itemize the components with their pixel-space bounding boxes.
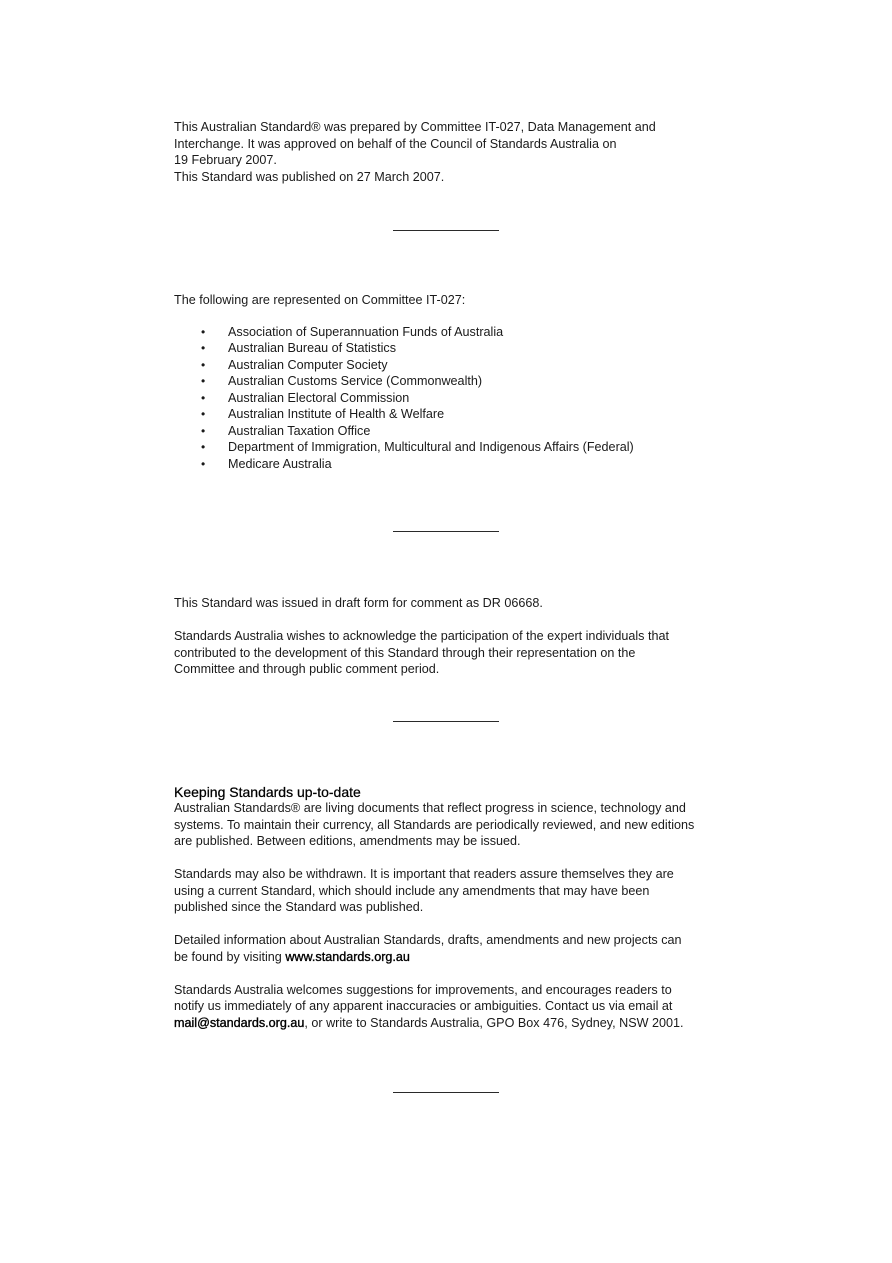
committee-member-item <box>174 340 734 357</box>
committee-member-list <box>174 324 734 473</box>
feedback-line-1: Standards Australia welcomes suggestions for improvements, and encourages readers to <box>174 982 672 997</box>
committee-member-item <box>174 423 734 440</box>
approval-line-2: Interchange. It was approved on behalf of the Council of Standards Australia on <box>174 136 617 151</box>
living-docs-line-3: are published. Between editions, amendments may be issued. <box>174 834 521 848</box>
committee-intro: The following are represented on Committee IT-027: <box>174 293 466 307</box>
living-docs-line-1: Australian Standards® are living documents that reflect progress in science, technology and <box>174 801 686 815</box>
committee-member-item <box>174 373 734 390</box>
approval-notice <box>174 119 734 185</box>
committee-section <box>174 292 734 472</box>
committee-member-name: Australian Bureau of Statistics <box>228 341 396 355</box>
acknowledgement-line-2: contributed to the development of this Standard through their representation on the <box>174 645 636 660</box>
acknowledgement-line-1: Standards Australia wishes to acknowledge the participation of the expert individuals that <box>174 629 669 643</box>
website-link[interactable]: www.standards.org.au <box>285 949 410 964</box>
section-divider-2 <box>393 531 499 532</box>
committee-member-item <box>174 324 734 341</box>
bullet-icon: • <box>201 423 206 438</box>
committee-member-name: Australian Institute of Health & Welfare <box>228 407 445 421</box>
bullet-icon: • <box>201 374 206 388</box>
committee-member-name: Association of Superannuation Funds of Australia <box>228 324 504 339</box>
feedback-line-3 <box>174 1015 744 1032</box>
section-divider-4 <box>393 1092 499 1093</box>
committee-member-name: Australian Computer Society <box>228 357 388 372</box>
bullet-icon: • <box>201 456 206 471</box>
bullet-icon: • <box>201 440 206 454</box>
committee-member-item <box>174 390 734 407</box>
email-link[interactable]: mail@standards.org.au <box>174 1015 305 1030</box>
bullet-icon: • <box>201 357 206 372</box>
info-line-1: Detailed information about Australian Standards, drafts, amendments and new projects can <box>174 933 682 947</box>
committee-member-name: Medicare Australia <box>228 456 332 471</box>
section-divider-1 <box>393 230 499 231</box>
info-line-2-prefix: be found by visiting <box>174 949 286 964</box>
committee-member-item <box>174 357 734 374</box>
section-divider-3 <box>393 721 499 722</box>
draft-issued-text: This Standard was issued in draft form for comment as DR 06668. <box>174 596 543 610</box>
section-heading: Keeping Standards up-to-date <box>174 784 361 800</box>
bullet-icon: • <box>201 324 206 339</box>
committee-member-name: Australian Customs Service (Commonwealth) <box>228 374 483 388</box>
postal-address: , or write to Standards Australia, GPO Box 476, Sydney, NSW 2001. <box>304 1015 684 1030</box>
committee-member-item <box>174 456 734 473</box>
approval-line-1: This Australian Standard® was prepared by Committee IT-027, Data Management and <box>174 120 656 134</box>
draft-section <box>174 595 734 678</box>
withdrawn-line-1: Standards may also be withdrawn. It is important that readers assure themselves they are <box>174 867 674 881</box>
uptodate-section <box>174 784 744 1031</box>
living-docs-line-2: systems. To maintain their currency, all Standards are periodically reviewed, and new editions <box>174 817 695 832</box>
acknowledgement-line-3: Committee and through public comment period. <box>174 662 440 676</box>
publication-date-line: This Standard was published on 27 March 2007. <box>174 169 445 184</box>
committee-member-item <box>174 439 734 456</box>
withdrawn-line-3: published since the Standard was published. <box>174 900 424 914</box>
bullet-icon: • <box>201 390 206 405</box>
committee-member-item <box>174 406 734 423</box>
approval-line-3: 19 February 2007. <box>174 153 277 167</box>
committee-member-name: Department of Immigration, Multicultural and Indigenous Affairs (Federal) <box>228 440 634 454</box>
bullet-icon: • <box>201 341 206 355</box>
committee-member-name: Australian Taxation Office <box>228 423 371 438</box>
info-line-2 <box>174 949 744 966</box>
feedback-line-2: notify us immediately of any apparent inaccuracies or ambiguities. Contact us via email at <box>174 999 673 1013</box>
withdrawn-line-2: using a current Standard, which should include any amendments that may have been <box>174 883 650 898</box>
committee-member-name: Australian Electoral Commission <box>228 390 410 405</box>
bullet-icon: • <box>201 407 206 421</box>
